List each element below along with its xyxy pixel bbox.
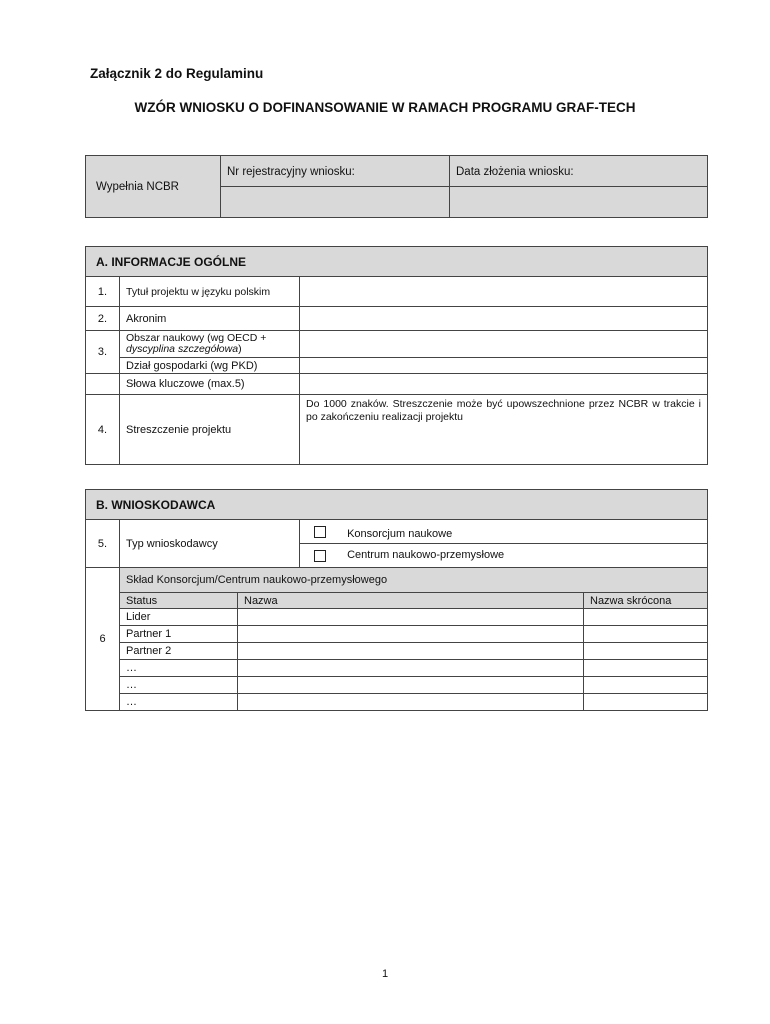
row-number-empty (86, 374, 120, 395)
annex-label: Załącznik 2 do Regulaminu (90, 66, 264, 81)
summary-note: Do 1000 znaków. Streszczenie może być upowszechnione przez NCBR w trakcie i po zakończeniu realizacji projektu (306, 398, 701, 423)
keywords-label: Słowa kluczowe (max.5) (120, 374, 300, 395)
science-area-label-line1: Obszar naukowy (wg OECD + (126, 332, 267, 344)
short-name-field[interactable] (584, 626, 708, 643)
registration-number-field[interactable] (221, 187, 450, 218)
checkbox-center[interactable] (314, 550, 326, 562)
short-name-field[interactable] (584, 660, 708, 677)
applicant-type-label: Typ wnioskodawcy (120, 520, 300, 568)
summary-label: Streszczenie projektu (120, 395, 300, 465)
column-header-name: Nazwa (238, 593, 584, 609)
row-number: 2. (86, 307, 120, 331)
science-area-label (120, 331, 300, 358)
section-b-table (85, 489, 708, 711)
submission-date-field[interactable] (450, 187, 708, 218)
option-center-label: Centrum naukowo-przemysłowe (347, 549, 505, 562)
submission-date-label: Data złożenia wniosku: (450, 156, 708, 187)
name-field[interactable] (238, 694, 584, 711)
economy-sector-label: Dział gospodarki (wg PKD) (120, 358, 300, 374)
status-cell: Partner 1 (120, 626, 238, 643)
option-consortium[interactable] (300, 520, 708, 544)
name-field[interactable] (238, 609, 584, 626)
column-header-status: Status (120, 593, 238, 609)
short-name-field[interactable] (584, 609, 708, 626)
summary-field[interactable] (300, 395, 708, 465)
registration-number-label: Nr rejestracyjny wniosku: (221, 156, 450, 187)
acronym-field[interactable] (300, 307, 708, 331)
section-a-header: A. INFORMACJE OGÓLNE (86, 247, 708, 277)
column-header-short-name: Nazwa skrócona (584, 593, 708, 609)
short-name-field[interactable] (584, 694, 708, 711)
science-area-field[interactable] (300, 331, 708, 358)
project-title-label: Tytuł projektu w języku polskim (120, 277, 300, 307)
row-number: 3. (86, 331, 120, 374)
status-cell: … (120, 660, 238, 677)
option-center[interactable] (300, 544, 708, 568)
keywords-field[interactable] (300, 374, 708, 395)
name-field[interactable] (238, 626, 584, 643)
row-number: 4. (86, 395, 120, 465)
status-cell: … (120, 694, 238, 711)
status-cell: Partner 2 (120, 643, 238, 660)
row-number: 5. (86, 520, 120, 568)
checkbox-consortium[interactable] (314, 526, 326, 538)
section-a-table (85, 246, 708, 465)
status-cell: … (120, 677, 238, 694)
science-area-label-close: ) (238, 343, 242, 355)
option-consortium-label: Konsorcjum naukowe (347, 528, 453, 541)
name-field[interactable] (238, 677, 584, 694)
economy-sector-field[interactable] (300, 358, 708, 374)
composition-label: Skład Konsorcjum/Centrum naukowo-przemysłowego (120, 568, 708, 593)
document-title: WZÓR WNIOSKU O DOFINANSOWANIE W RAMACH PROGRAMU GRAF-TECH (134, 100, 636, 115)
ncbr-table (85, 155, 708, 218)
section-b-header: B. WNIOSKODAWCA (86, 490, 708, 520)
project-title-field[interactable] (300, 277, 708, 307)
science-area-label-line2: dyscyplina szczegółowa (126, 343, 239, 355)
status-cell: Lider (120, 609, 238, 626)
acronym-label: Akronim (120, 307, 300, 331)
ncbr-label: Wypełnia NCBR (86, 156, 221, 218)
row-number: 1. (86, 277, 120, 307)
name-field[interactable] (238, 643, 584, 660)
short-name-field[interactable] (584, 643, 708, 660)
page-number: 1 (381, 968, 389, 980)
short-name-field[interactable] (584, 677, 708, 694)
name-field[interactable] (238, 660, 584, 677)
row-number: 6 (86, 568, 120, 711)
